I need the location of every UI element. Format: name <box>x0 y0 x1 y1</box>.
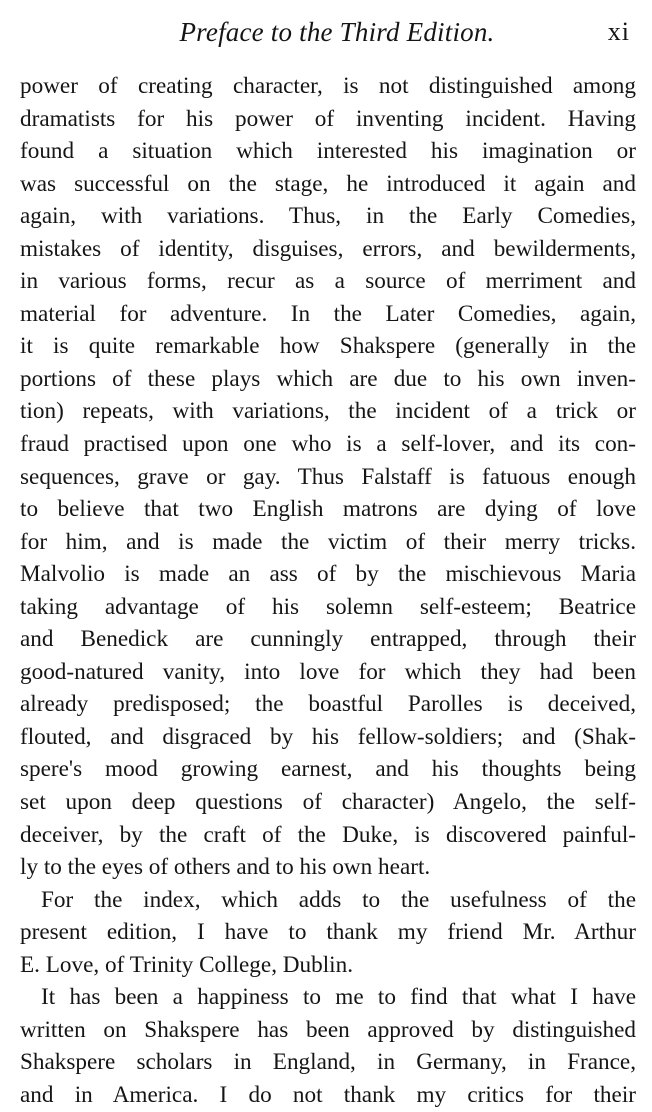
text-line: to believe that two English matrons are dying of love <box>20 496 636 523</box>
text-line: again, with variations. Thus, in the Early Comedies, <box>20 203 636 230</box>
text-line: already predisposed; the boastful Parolles is deceived, <box>20 691 636 718</box>
text-line: and Benedick are cunningly entrapped, through their <box>20 626 636 653</box>
text-line: in various forms, recur as a source of merriment and <box>20 268 636 295</box>
text-line: ly to the eyes of others and to his own heart. <box>20 854 431 881</box>
text-line: mistakes of identity, disguises, errors, and bewilderments, <box>20 235 636 262</box>
text-line: found a situation which interested his imagination or <box>20 138 636 165</box>
text-line: material for adventure. In the Later Comedies, again, <box>20 300 636 327</box>
text-line: For the index, which adds to the usefulness of the <box>41 886 636 913</box>
text-line: was successful on the stage, he introduced it again and <box>20 170 636 197</box>
page-number: xi <box>607 17 630 46</box>
text-line: spere's mood growing earnest, and his thoughts being <box>20 756 636 783</box>
text-line: tion) repeats, with variations, the incident of a trick or <box>20 398 636 425</box>
paragraph <box>20 70 636 884</box>
text-line: Malvolio is made an ass of by the mischievous Maria <box>20 561 636 588</box>
text-line: flouted, and disgraced by his fellow-soldiers; and (Shak- <box>20 723 636 750</box>
paragraph <box>20 981 636 1111</box>
text-line: present edition, I have to thank my friend Mr. Arthur <box>20 919 636 946</box>
text-line: and in America. I do not thank my critics for their <box>20 1081 636 1108</box>
text-line: Shakspere scholars in England, in Germany, in France, <box>20 1049 636 1076</box>
running-head <box>20 14 634 54</box>
body-text <box>20 70 636 1112</box>
text-line: written on Shakspere has been approved by distinguished <box>20 1016 636 1043</box>
text-line: good-natured vanity, into love for which they had been <box>20 658 636 685</box>
text-line: It has been a happiness to me to find that what I have <box>41 984 636 1011</box>
text-line: taking advantage of his solemn self-esteem; Beatrice <box>20 593 636 620</box>
text-line: for him, and is made the victim of their merry tricks. <box>20 528 636 555</box>
text-line: it is quite remarkable how Shakspere (generally in the <box>20 333 636 360</box>
text-line: dramatists for his power of inventing incident. Having <box>20 105 636 132</box>
paragraph <box>20 884 636 982</box>
text-line: E. Love, of Trinity College, Dublin. <box>20 951 353 978</box>
text-line: power of creating character, is not distinguished among <box>20 73 636 99</box>
running-head-title: Preface to the Third Edition. <box>179 17 495 47</box>
text-line: sequences, grave or gay. Thus Falstaff is fatuous enough <box>20 463 636 490</box>
text-line: set upon deep questions of character) Angelo, the self- <box>20 789 636 816</box>
text-line: deceiver, by the craft of the Duke, is discovered painful- <box>20 821 636 848</box>
text-line: portions of these plays which are due to his own inven- <box>20 365 636 392</box>
text-line: fraud practised upon one who is a self-lover, and its con- <box>20 431 636 458</box>
